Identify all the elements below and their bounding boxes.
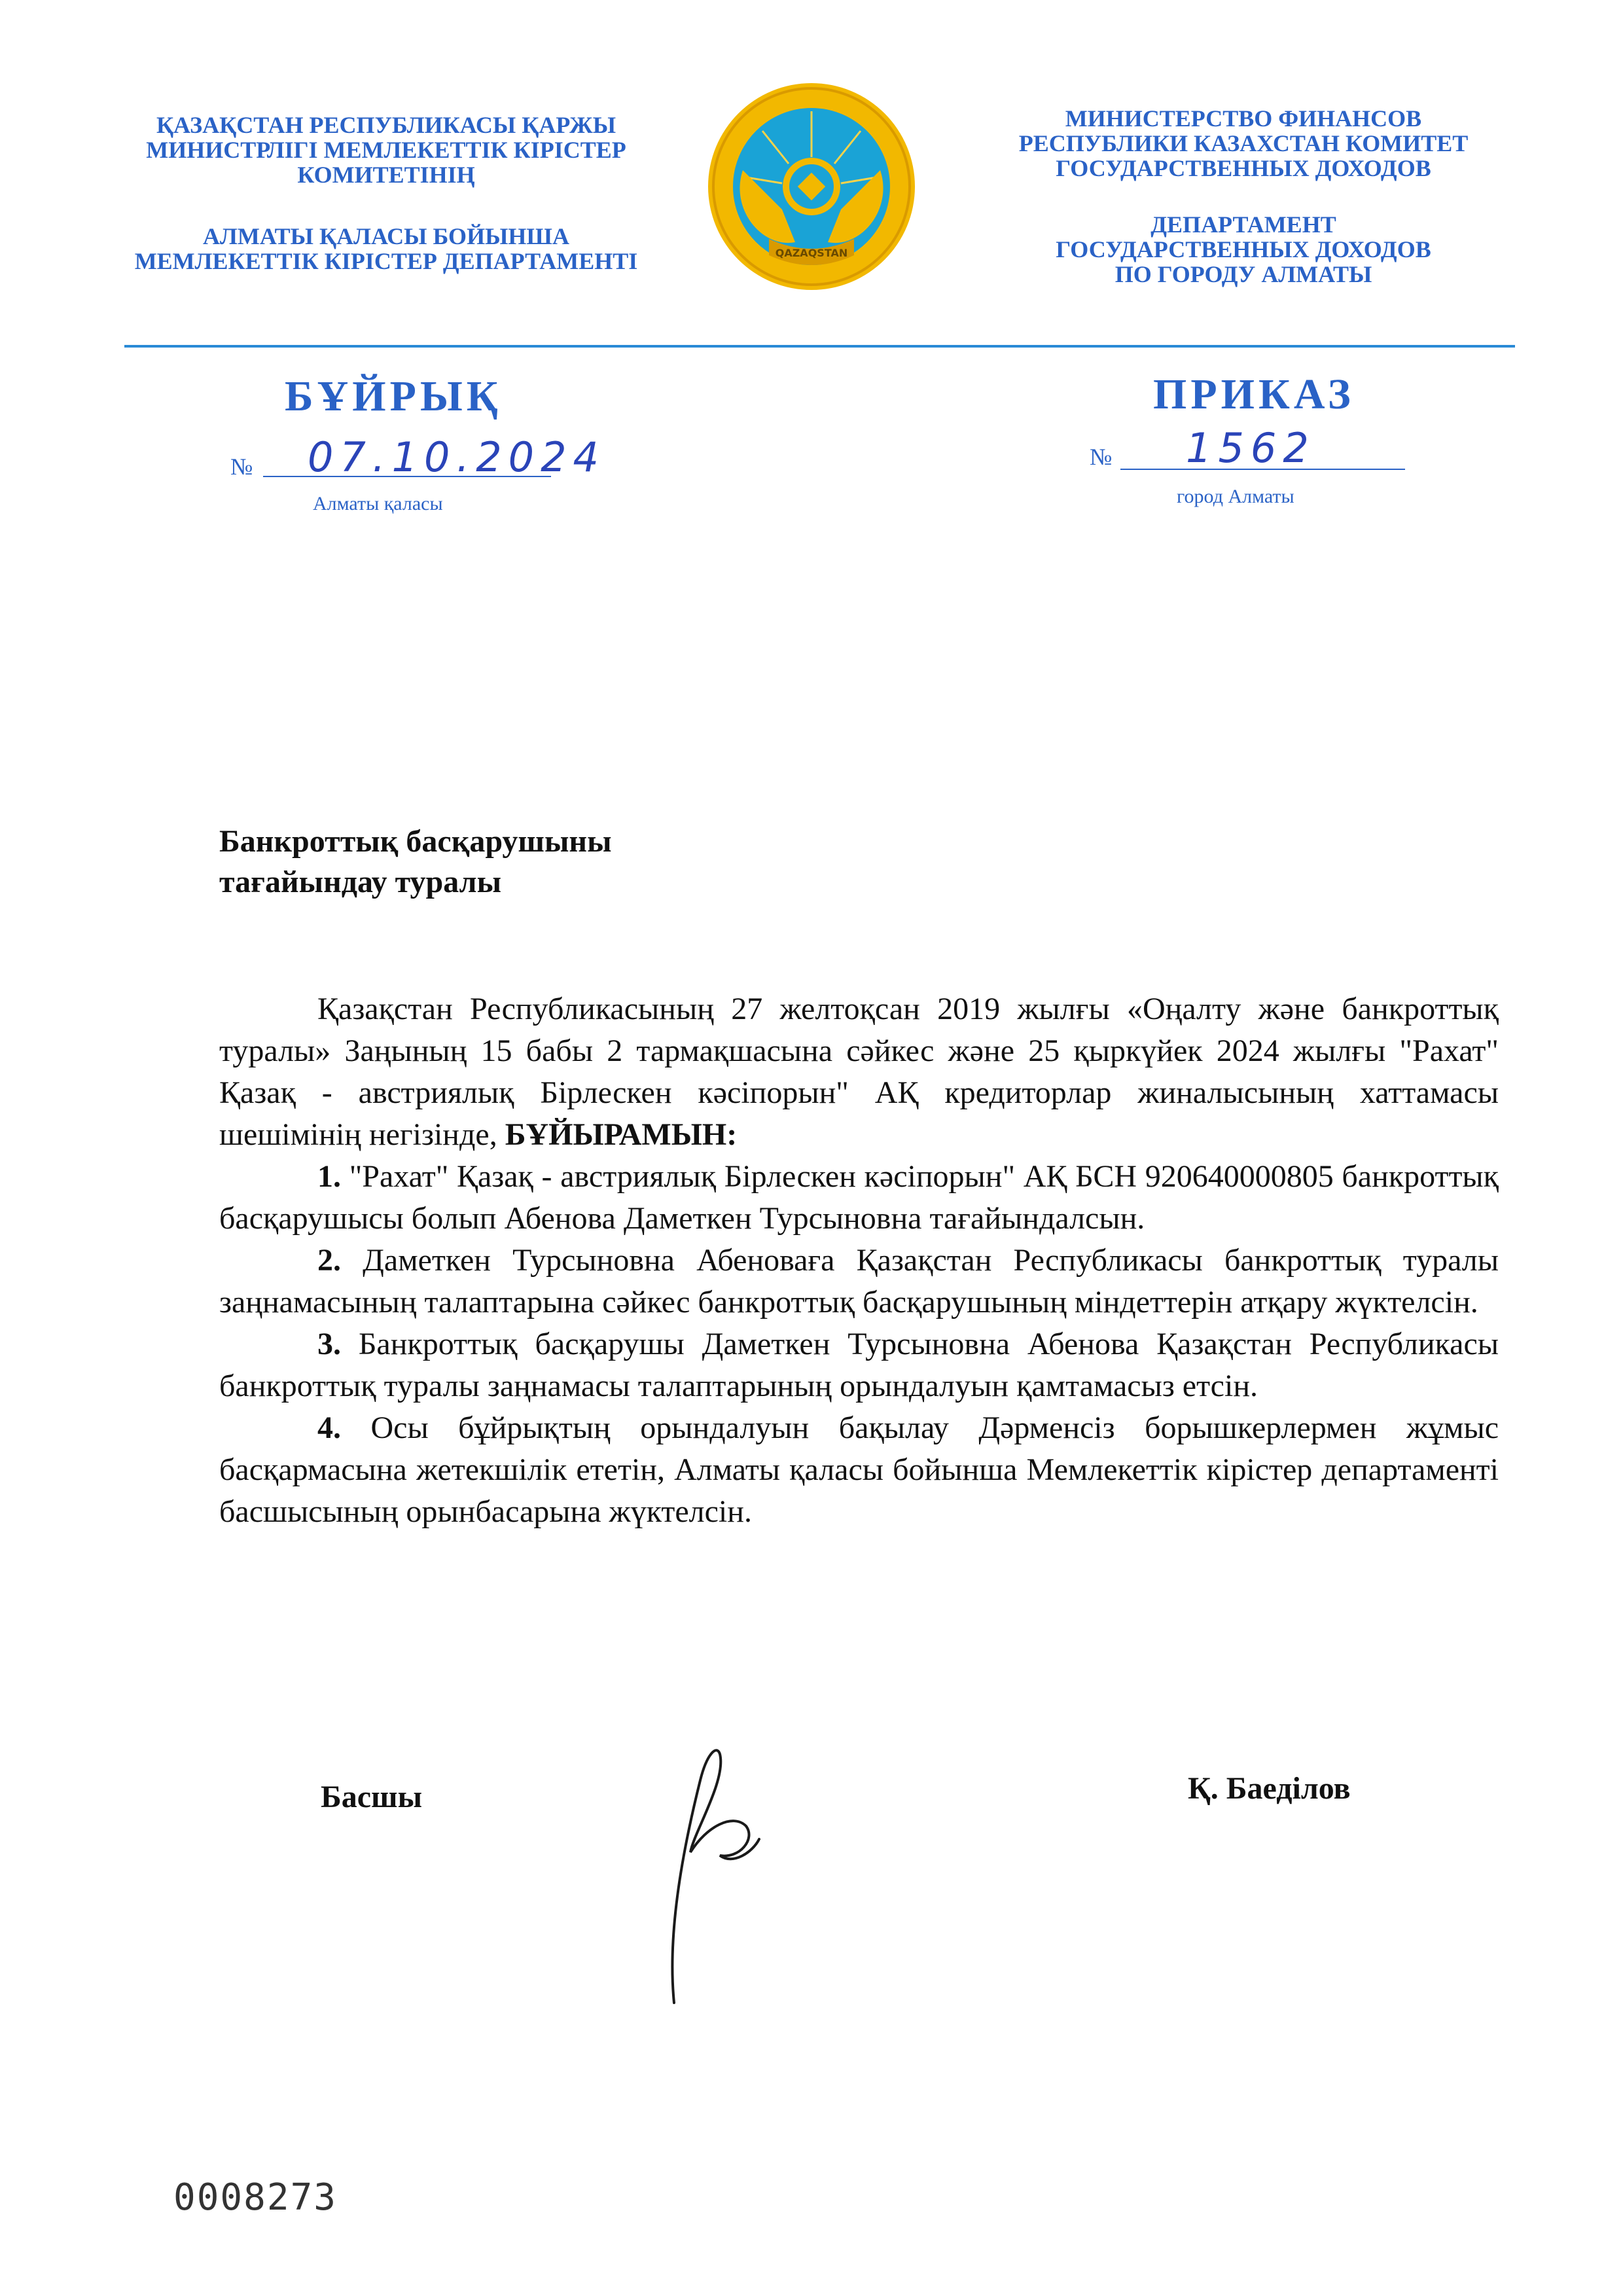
subject-line: Банкроттық басқарушыны — [219, 824, 612, 859]
header-left-line: МИНИСТРЛІГІ МЕМЛЕКЕТТІК КІРІСТЕР — [146, 137, 626, 163]
header-right-line: РЕСПУБЛИКИ КАЗАХСТАН КОМИТЕТ — [1018, 130, 1469, 156]
order-body — [219, 988, 1499, 1533]
item-number: 2. — [317, 1243, 341, 1278]
item-text: Даметкен Турсыновна Абеноваға Қазақстан Республикасы банкроттық туралы заңнамасының талаптарына сәйкес банкроттық басқарушының міндеттерін атқару жүктелсін. — [219, 1243, 1499, 1319]
item-4 — [219, 1407, 1499, 1533]
decree-word: БҰЙЫРАМЫН: — [505, 1117, 738, 1152]
number-sign-right: № — [1090, 444, 1113, 470]
serial-number: 0008273 — [173, 2176, 338, 2219]
state-emblem-icon — [704, 79, 919, 295]
item-text: "Рахат" Қазақ - австриялық Бірлескен кәсіпорын" АҚ БСН 920640000805 банкроттық басқарушысы болып Абенова Даметкен Турсыновна тағайындалсын. — [219, 1159, 1499, 1236]
header-left-line: АЛМАТЫ ҚАЛАСЫ БОЙЫНША — [203, 223, 569, 249]
signature-position: Басшы — [321, 1780, 423, 1814]
header-left — [98, 113, 674, 274]
number-sign-left: № — [230, 454, 253, 480]
item-2 — [219, 1240, 1499, 1323]
header-right-line: ПО ГОРОДУ АЛМАТЫ — [1115, 261, 1372, 287]
header-left-line: МЕМЛЕКЕТТІК КІРІСТЕР ДЕПАРТАМЕНТІ — [134, 248, 638, 274]
header-left-line: ҚАЗАҚСТАН РЕСПУБЛИКАСЫ ҚАРЖЫ — [156, 112, 616, 138]
item-1 — [219, 1156, 1499, 1240]
order-title-ru: ПРИКАЗ — [1153, 370, 1355, 418]
header-left-line: КОМИТЕТІНІҢ — [297, 162, 475, 188]
city-kz: Алматы қаласы — [313, 493, 443, 514]
item-number: 1. — [317, 1159, 341, 1194]
item-number: 3. — [317, 1327, 341, 1361]
header-right-line: МИНИСТЕРСТВО ФИНАНСОВ — [1065, 105, 1422, 132]
order-title-kz: БҰЙРЫҚ — [285, 372, 502, 420]
item-number: 4. — [317, 1410, 341, 1445]
order-date: 07.10.2024 — [308, 433, 605, 481]
city-ru: город Алматы — [1177, 486, 1294, 507]
emblem-text: QAZAQSTAN — [775, 247, 848, 259]
order-subject — [219, 821, 612, 903]
header-right-line: ДЕПАРТАМЕНТ — [1150, 211, 1336, 238]
intro-paragraph — [219, 988, 1499, 1156]
signature-icon — [654, 1741, 785, 2009]
state-emblem — [704, 79, 919, 295]
signatory-name: Қ. Баеділов — [1188, 1771, 1351, 1806]
header-right — [949, 106, 1538, 287]
header-divider — [124, 345, 1515, 348]
header-right-line: ГОСУДАРСТВЕННЫХ ДОХОДОВ — [1056, 236, 1431, 262]
intro-text: Қазақстан Республикасының 27 желтоқсан 2019 жылғы «Оңалту және банкроттық туралы» Заңының 15 бабы 2 тармақшасына сәйкес және 25 қыркүйек 2024 жылғы "Рахат" Қазақ - австриялық Бірлескен кәсіпорын" АҚ кредиторлар жиналысының хаттамасы шешімінің негізінде, — [219, 992, 1499, 1152]
item-text: Банкроттық басқарушы Даметкен Турсыновна Абенова Қазақстан Республикасы банкроттық туралы заңнамасы талаптарының орындалуын қамтамасыз етсін. — [219, 1327, 1499, 1403]
order-number: 1562 — [1186, 424, 1315, 472]
handwritten-signature — [654, 1741, 785, 2009]
item-3 — [219, 1323, 1499, 1407]
subject-line: тағайындау туралы — [219, 865, 502, 899]
header-right-line: ГОСУДАРСТВЕННЫХ ДОХОДОВ — [1056, 155, 1431, 181]
item-text: Осы бұйрықтың орындалуын бақылау Дәрменсіз борышкерлермен жұмыс басқармасына жетекшілік ететін, Алматы қаласы бойынша Мемлекеттік кірістер департаменті басшысының орынбасарына жүктелсін. — [219, 1410, 1499, 1529]
